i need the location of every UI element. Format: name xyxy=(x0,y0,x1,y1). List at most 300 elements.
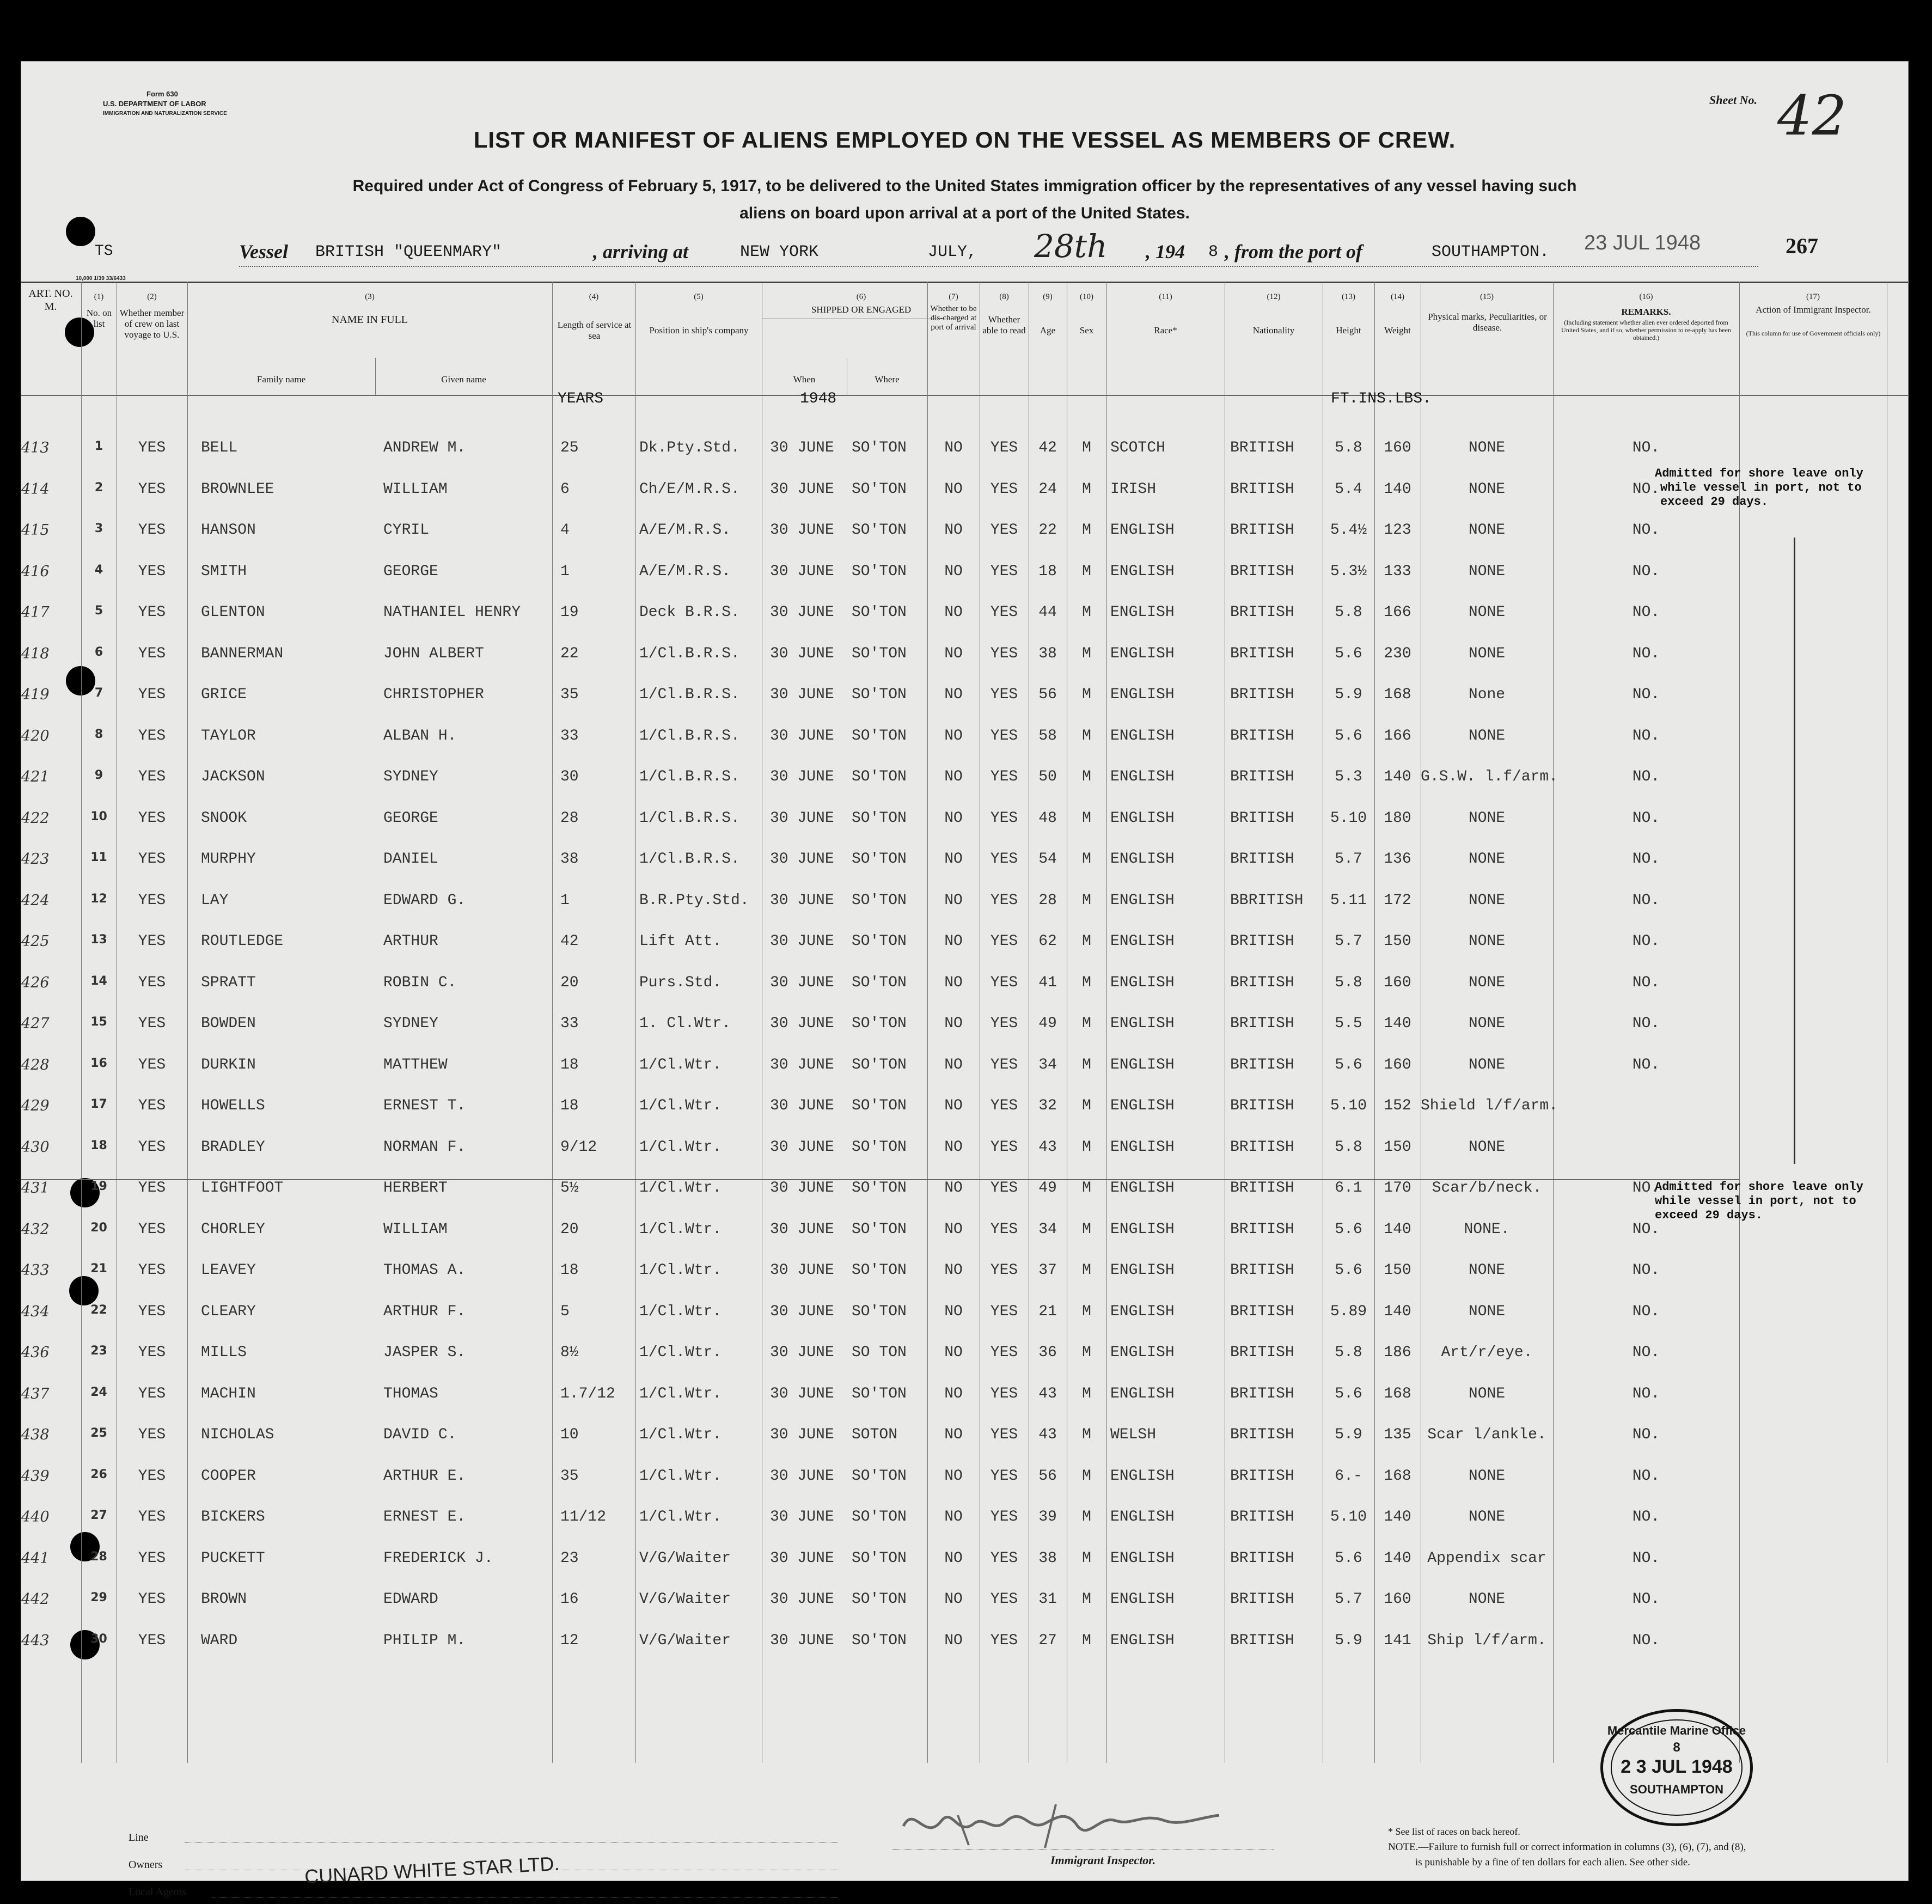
cell-no: 9 xyxy=(94,768,103,782)
cell-nationality: BRITISH xyxy=(1230,1262,1294,1279)
cell-nationality: BRITISH xyxy=(1230,809,1294,827)
cell-age: 21 xyxy=(1038,1303,1057,1320)
cell-when: 30 JUNE xyxy=(770,974,834,991)
cell-marks: Scar l/ankle. xyxy=(1427,1426,1546,1443)
cell-weight: 140 xyxy=(1384,1303,1411,1320)
cell-when: 30 JUNE xyxy=(770,727,834,744)
cell-weight: 168 xyxy=(1384,1467,1411,1485)
cell-no: 27 xyxy=(90,1509,107,1522)
cell-where: SO'TON xyxy=(852,1303,907,1320)
cell-art: 425 xyxy=(21,933,50,950)
cell-art: 418 xyxy=(21,645,50,662)
cell-position: 1/Cl.B.R.S. xyxy=(639,851,740,868)
cell-remarks: NO. xyxy=(1632,1591,1660,1608)
cell-race: ENGLISH xyxy=(1110,809,1175,827)
cell-marks: NONE xyxy=(1468,809,1506,827)
cell-remarks: NO. xyxy=(1632,1467,1660,1485)
cell-age: 50 xyxy=(1038,768,1057,785)
cell-prev: YES xyxy=(138,1632,166,1649)
cell-no: 16 xyxy=(90,1056,107,1070)
cell-where: SO'TON xyxy=(852,1180,907,1197)
cell-service: 8½ xyxy=(560,1344,579,1361)
cell-height: 5.7 xyxy=(1335,851,1362,868)
cell-position: V/G/Waiter xyxy=(639,1591,731,1608)
col-num-3: (3) xyxy=(365,292,375,301)
cell-marks: G.S.W. l.f/arm. xyxy=(1421,768,1558,785)
cell-family: BANNERMAN xyxy=(201,645,284,662)
cell-where: SO'TON xyxy=(852,1385,907,1402)
cell-position: 1/Cl.Wtr. xyxy=(639,1385,722,1402)
cell-discharged: NO xyxy=(944,1426,963,1443)
cell-race: ENGLISH xyxy=(1110,892,1175,909)
col-num-8: (8) xyxy=(999,292,1009,301)
cell-position: 1/Cl.Wtr. xyxy=(639,1220,722,1238)
cell-given: MATTHEW xyxy=(383,1056,448,1073)
cell-given: ARTHUR xyxy=(383,933,438,950)
cell-prev: YES xyxy=(138,809,166,827)
cell-no: 30 xyxy=(90,1632,107,1646)
cell-sex: M xyxy=(1082,1509,1091,1525)
cell-discharged: NO xyxy=(944,1097,963,1114)
year-prefix: , 194 xyxy=(1146,241,1185,263)
cell-height: 5.8 xyxy=(1335,604,1362,621)
cell-height: 6.1 xyxy=(1335,1180,1362,1197)
inspector-label: Immigrant Inspector. xyxy=(1050,1853,1156,1867)
cell-remarks: NO. xyxy=(1632,645,1660,662)
cell-read: YES xyxy=(990,1385,1018,1402)
cell-when: 30 JUNE xyxy=(770,1591,834,1608)
col-num-1: (1) xyxy=(94,292,104,301)
cell-given: ARTHUR F. xyxy=(383,1303,466,1320)
cell-race: ENGLISH xyxy=(1110,1056,1175,1073)
cell-marks: NONE. xyxy=(1464,1220,1510,1238)
cell-prev: YES xyxy=(138,1344,166,1361)
cell-no: 22 xyxy=(90,1303,107,1317)
cell-discharged: NO xyxy=(944,686,963,703)
col-num-9: (9) xyxy=(1043,292,1053,301)
cell-position: V/G/Waiter xyxy=(639,1549,731,1567)
cell-when: 30 JUNE xyxy=(770,1467,834,1485)
cell-when: 30 JUNE xyxy=(770,1220,834,1238)
cell-position: 1/Cl.B.R.S. xyxy=(639,686,740,703)
cell-age: 22 xyxy=(1038,522,1057,539)
cell-art: 431 xyxy=(21,1180,50,1197)
cell-sex: M xyxy=(1082,480,1091,498)
page-subtitle-2: aliens on board upon arrival at a port of the United States. xyxy=(739,204,1190,222)
cell-where: SO'TON xyxy=(852,892,907,909)
cell-race: ENGLISH xyxy=(1110,851,1175,868)
cell-art: 427 xyxy=(21,1015,50,1032)
cell-when: 30 JUNE xyxy=(770,851,834,868)
cell-where: SO'TON xyxy=(852,1549,907,1567)
cell-age: 58 xyxy=(1038,727,1057,744)
cell-discharged: NO xyxy=(944,727,963,744)
cell-sex: M xyxy=(1082,1056,1091,1073)
cell-service: 20 xyxy=(560,974,579,991)
cell-age: 37 xyxy=(1038,1262,1057,1279)
cell-discharged: NO xyxy=(944,974,963,991)
cell-marks: NONE xyxy=(1468,1138,1506,1156)
cell-height: 5.6 xyxy=(1335,645,1362,662)
cell-no: 28 xyxy=(90,1549,107,1564)
cell-given: NATHANIEL HENRY xyxy=(383,604,521,621)
cell-discharged: NO xyxy=(944,1303,963,1320)
stamp-number: 8 xyxy=(1673,1740,1680,1755)
cell-no: 24 xyxy=(90,1385,107,1399)
cell-family: BOWDEN xyxy=(201,1015,256,1032)
cell-given: SYDNEY xyxy=(383,1015,438,1032)
cell-read: YES xyxy=(990,1220,1018,1238)
cell-when: 30 JUNE xyxy=(770,1097,834,1114)
cell-position: 1/Cl.Wtr. xyxy=(639,1303,722,1320)
form-department: U.S. DEPARTMENT OF LABOR xyxy=(103,100,206,108)
cell-age: 36 xyxy=(1038,1344,1057,1361)
cell-family: BROWNLEE xyxy=(201,480,274,498)
cell-height: 5.7 xyxy=(1335,1591,1362,1608)
cell-when: 30 JUNE xyxy=(770,1632,834,1649)
cell-remarks: NO. xyxy=(1632,1303,1660,1320)
cell-family: SMITH xyxy=(201,563,247,580)
cell-discharged: NO xyxy=(944,1056,963,1073)
cell-sex: M xyxy=(1082,1385,1091,1402)
cell-marks: NONE xyxy=(1468,1056,1506,1073)
col-num-4: (4) xyxy=(589,292,599,301)
cell-race: ENGLISH xyxy=(1110,1509,1175,1525)
cell-art: 413 xyxy=(21,440,50,456)
col-weight: Weight xyxy=(1384,325,1411,335)
cell-weight: 172 xyxy=(1384,892,1411,909)
cell-nationality: BRITISH xyxy=(1230,768,1294,785)
cell-position: 1/Cl.Wtr. xyxy=(639,1056,722,1073)
cell-no: 12 xyxy=(90,892,107,906)
cell-weight: 123 xyxy=(1384,522,1411,539)
cell-sex: M xyxy=(1082,1303,1091,1320)
cell-read: YES xyxy=(990,1509,1018,1525)
cell-position: 1/Cl.Wtr. xyxy=(639,1180,722,1197)
cell-art: 414 xyxy=(21,480,50,498)
cell-position: 1/Cl.B.R.S. xyxy=(639,809,740,827)
cell-read: YES xyxy=(990,563,1018,580)
cell-weight: 135 xyxy=(1384,1426,1411,1443)
cell-read: YES xyxy=(990,1138,1018,1156)
cell-read: YES xyxy=(990,686,1018,703)
cell-art: 423 xyxy=(21,851,50,868)
cell-when: 30 JUNE xyxy=(770,563,834,580)
cell-weight: 186 xyxy=(1384,1344,1411,1361)
cell-read: YES xyxy=(990,522,1018,539)
cell-prev: YES xyxy=(138,892,166,909)
cell-family: MURPHY xyxy=(201,851,256,868)
col-nationality: Nationality xyxy=(1252,325,1295,335)
cell-family: HANSON xyxy=(201,522,256,539)
cell-height: 5.3½ xyxy=(1330,563,1367,580)
cell-when: 30 JUNE xyxy=(770,604,834,621)
cell-art: 422 xyxy=(21,809,50,827)
cell-height: 6.- xyxy=(1335,1467,1362,1485)
cell-read: YES xyxy=(990,974,1018,991)
cell-where: SO TON xyxy=(852,1344,907,1361)
cell-age: 43 xyxy=(1038,1426,1057,1443)
cell-family: BROWN xyxy=(201,1591,247,1608)
cell-given: EDWARD xyxy=(383,1591,438,1608)
cell-where: SOTON xyxy=(852,1426,898,1443)
cell-age: 56 xyxy=(1038,686,1057,703)
cell-read: YES xyxy=(990,480,1018,498)
cell-sex: M xyxy=(1082,1262,1091,1279)
cell-given: JOHN ALBERT xyxy=(383,645,484,662)
cell-where: SO'TON xyxy=(852,768,907,785)
cell-read: YES xyxy=(990,1426,1018,1443)
cell-service: 1.7/12 xyxy=(560,1385,615,1402)
cell-age: 49 xyxy=(1038,1180,1057,1197)
cell-family: DURKIN xyxy=(201,1056,256,1073)
cell-marks: Shield l/f/arm. xyxy=(1421,1097,1558,1114)
cell-when: 30 JUNE xyxy=(770,892,834,909)
cell-family: LAY xyxy=(201,892,229,909)
cell-sex: M xyxy=(1082,1426,1091,1443)
cell-position: Dk.Pty.Std. xyxy=(639,440,740,456)
cell-read: YES xyxy=(990,1591,1018,1608)
cell-marks: NONE xyxy=(1468,1015,1506,1032)
cell-discharged: NO xyxy=(944,604,963,621)
cell-no: 18 xyxy=(90,1138,107,1152)
cell-where: SO'TON xyxy=(852,1591,907,1608)
cell-prev: YES xyxy=(138,1549,166,1567)
cell-family: TAYLOR xyxy=(201,727,256,744)
cell-given: NORMAN F. xyxy=(383,1138,466,1156)
cell-position: 1/Cl.Wtr. xyxy=(639,1426,722,1443)
cell-remarks: NO. xyxy=(1632,1426,1660,1443)
cell-family: NICHOLAS xyxy=(201,1426,274,1443)
cell-race: ENGLISH xyxy=(1110,727,1175,744)
cell-height: 5.10 xyxy=(1330,809,1367,827)
cell-art: 416 xyxy=(21,563,50,580)
cell-position: 1/Cl.Wtr. xyxy=(639,1262,722,1279)
cell-given: JASPER S. xyxy=(383,1344,466,1361)
cell-service: 30 xyxy=(560,768,579,785)
col-num-14: (14) xyxy=(1391,292,1404,301)
cell-where: SO'TON xyxy=(852,1097,907,1114)
cell-service: 35 xyxy=(560,686,579,703)
cell-where: SO'TON xyxy=(852,1262,907,1279)
cell-race: SCOTCH xyxy=(1110,440,1165,456)
cell-race: ENGLISH xyxy=(1110,604,1175,621)
cell-art: 437 xyxy=(21,1385,50,1402)
col-position: Position in ship's company xyxy=(649,325,749,335)
col-inspector-action: Action of Immigrant Inspector. xyxy=(1756,304,1871,315)
cell-service: 5 xyxy=(560,1303,570,1320)
cell-sex: M xyxy=(1082,933,1091,950)
cell-prev: YES xyxy=(138,1467,166,1485)
cell-weight: 160 xyxy=(1384,974,1411,991)
cell-service: 35 xyxy=(560,1467,579,1485)
cell-family: BRADLEY xyxy=(201,1138,265,1156)
cell-no: 26 xyxy=(90,1467,107,1481)
cell-given: WILLIAM xyxy=(383,1220,448,1238)
cell-nationality: BRITISH xyxy=(1230,1180,1294,1197)
cell-age: 32 xyxy=(1038,1097,1057,1114)
cell-no: 5 xyxy=(94,604,103,618)
cell-prev: YES xyxy=(138,1056,166,1073)
cell-nationality: BRITISH xyxy=(1230,1467,1294,1485)
cell-height: 5.6 xyxy=(1335,1385,1362,1402)
cell-race: ENGLISH xyxy=(1110,768,1175,785)
cell-weight: 141 xyxy=(1384,1632,1411,1649)
cell-art: 430 xyxy=(21,1138,50,1156)
cell-nationality: BBRITISH xyxy=(1230,892,1304,909)
note-line-1: NOTE.—Failure to furnish full or correct information in columns (3), (6), (7), and (8), xyxy=(1388,1841,1746,1853)
cell-weight: 136 xyxy=(1384,851,1411,868)
col-inspector-note: (This column for use of Government officials only) xyxy=(1746,329,1881,337)
cell-no: 8 xyxy=(94,727,103,741)
cell-when: 30 JUNE xyxy=(770,1056,834,1073)
cell-discharged: NO xyxy=(944,851,963,868)
cell-discharged: NO xyxy=(944,768,963,785)
agents-stamp: CUNARD WHITE STAR LTD. xyxy=(304,1852,560,1888)
cell-where: SO'TON xyxy=(852,604,907,621)
cell-family: HOWELLS xyxy=(201,1097,265,1114)
cell-nationality: BRITISH xyxy=(1230,1344,1294,1361)
col-remarks: REMARKS. xyxy=(1621,307,1671,317)
cell-no: 7 xyxy=(94,686,103,700)
cell-weight: 150 xyxy=(1384,1262,1411,1279)
cell-nationality: BRITISH xyxy=(1230,686,1294,703)
cell-marks: None xyxy=(1468,686,1506,703)
cell-read: YES xyxy=(990,604,1018,621)
cell-read: YES xyxy=(990,1180,1018,1197)
cell-remarks: NO. xyxy=(1632,809,1660,827)
shore-leave-note-2: Admitted for shore leave only while vessel in port, not to exceed 29 days. xyxy=(1655,1180,1863,1222)
col-physical-marks: Physical marks, Peculiarities, or disease. xyxy=(1428,312,1547,333)
cell-when: 30 JUNE xyxy=(770,686,834,703)
cell-discharged: NO xyxy=(944,809,963,827)
cell-family: CHORLEY xyxy=(201,1220,265,1238)
cell-no: 13 xyxy=(90,933,107,947)
cell-no: 20 xyxy=(90,1220,107,1235)
cell-service: 12 xyxy=(560,1632,579,1649)
cell-nationality: BRITISH xyxy=(1230,727,1294,744)
cell-given: ALBAN H. xyxy=(383,727,457,744)
cell-weight: 140 xyxy=(1384,1015,1411,1032)
cell-read: YES xyxy=(990,1015,1018,1032)
cell-given: GEORGE xyxy=(383,563,438,580)
cell-where: SO'TON xyxy=(852,809,907,827)
cell-nationality: BRITISH xyxy=(1230,1303,1294,1320)
cell-weight: 168 xyxy=(1384,1385,1411,1402)
cell-nationality: BRITISH xyxy=(1230,440,1294,456)
cell-prev: YES xyxy=(138,974,166,991)
cell-read: YES xyxy=(990,892,1018,909)
col-num-2: (2) xyxy=(147,292,157,301)
cell-no: 4 xyxy=(94,563,103,577)
cell-age: 18 xyxy=(1038,563,1057,580)
cell-discharged: NO xyxy=(944,1385,963,1402)
cell-when: 30 JUNE xyxy=(770,1138,834,1156)
col-num-5: (5) xyxy=(694,292,704,301)
cell-sex: M xyxy=(1082,727,1091,744)
cell-height: 5.3 xyxy=(1335,768,1362,785)
cell-age: 62 xyxy=(1038,933,1057,950)
cell-race: ENGLISH xyxy=(1110,1632,1175,1649)
cell-art: 436 xyxy=(21,1344,50,1361)
col-num-7: (7) xyxy=(949,292,958,301)
cell-age: 38 xyxy=(1038,1549,1057,1567)
cell-height: 5.6 xyxy=(1335,1220,1362,1238)
cell-family: JACKSON xyxy=(201,768,265,785)
col-shipped-engaged: SHIPPED OR ENGAGED xyxy=(811,304,912,315)
cell-position: Purs.Std. xyxy=(639,974,722,991)
cell-when: 30 JUNE xyxy=(770,1509,834,1525)
cell-remarks: NO. xyxy=(1632,522,1660,539)
cell-where: SO'TON xyxy=(852,563,907,580)
cell-prev: YES xyxy=(138,1015,166,1032)
cell-race: ENGLISH xyxy=(1110,1015,1175,1032)
cell-no: 10 xyxy=(90,809,107,823)
cell-prev: YES xyxy=(138,1509,166,1525)
cell-sex: M xyxy=(1082,1138,1091,1156)
cell-read: YES xyxy=(990,1303,1018,1320)
cell-nationality: BRITISH xyxy=(1230,1385,1294,1402)
col-when: When xyxy=(793,374,816,385)
cell-sex: M xyxy=(1082,440,1091,456)
cell-height: 5.9 xyxy=(1335,1632,1362,1649)
cell-nationality: BRITISH xyxy=(1230,974,1294,991)
cell-family: SPRATT xyxy=(201,974,256,991)
cell-race: ENGLISH xyxy=(1110,1180,1175,1197)
cell-service: 22 xyxy=(560,645,579,662)
cell-art: 417 xyxy=(21,604,50,621)
cell-given: THOMAS xyxy=(383,1385,438,1402)
cell-marks: NONE xyxy=(1468,974,1506,991)
cell-remarks: NO. xyxy=(1632,1549,1660,1567)
cell-race: ENGLISH xyxy=(1110,1385,1175,1402)
cell-remarks: NO. xyxy=(1632,1220,1660,1238)
cell-art: 424 xyxy=(21,892,50,909)
cell-service: 11/12 xyxy=(560,1509,607,1525)
cell-race: ENGLISH xyxy=(1110,1467,1175,1485)
cell-position: 1/Cl.B.R.S. xyxy=(639,768,740,785)
cell-race: ENGLISH xyxy=(1110,1138,1175,1156)
cell-discharged: NO xyxy=(944,480,963,498)
cell-weight: 150 xyxy=(1384,1138,1411,1156)
cell-no: 15 xyxy=(90,1015,107,1029)
cell-remarks: NO. xyxy=(1632,1015,1660,1032)
cell-height: 5.11 xyxy=(1330,892,1367,909)
cell-where: SO'TON xyxy=(852,645,907,662)
cell-read: YES xyxy=(990,1632,1018,1649)
cell-position: 1/Cl.B.R.S. xyxy=(639,727,740,744)
col-no-on-list: No. on list xyxy=(86,308,112,329)
cell-no: 21 xyxy=(90,1262,107,1276)
cell-when: 30 JUNE xyxy=(770,1180,834,1197)
cell-remarks: NO. xyxy=(1632,933,1660,950)
col-length-service: Length of service at sea xyxy=(557,320,632,341)
cell-position: V/G/Waiter xyxy=(639,1632,731,1649)
cell-where: SO'TON xyxy=(852,974,907,991)
cell-discharged: NO xyxy=(944,522,963,539)
cell-position: Deck B.R.S. xyxy=(639,604,740,621)
cell-weight: 140 xyxy=(1384,1549,1411,1567)
cell-sex: M xyxy=(1082,1344,1091,1361)
cell-nationality: BRITISH xyxy=(1230,480,1294,498)
cell-read: YES xyxy=(990,1262,1018,1279)
col-remarks-note: (Including statement whether alien ever ordered deported from United States, and if so, whether permission to re-apply has been obtained.) xyxy=(1561,319,1731,341)
cell-read: YES xyxy=(990,768,1018,785)
cell-nationality: BRITISH xyxy=(1230,1591,1294,1608)
stamp-office: Mercantile Marine Office xyxy=(1607,1724,1746,1737)
cell-family: BELL xyxy=(201,440,238,456)
cell-sex: M xyxy=(1082,1097,1091,1114)
